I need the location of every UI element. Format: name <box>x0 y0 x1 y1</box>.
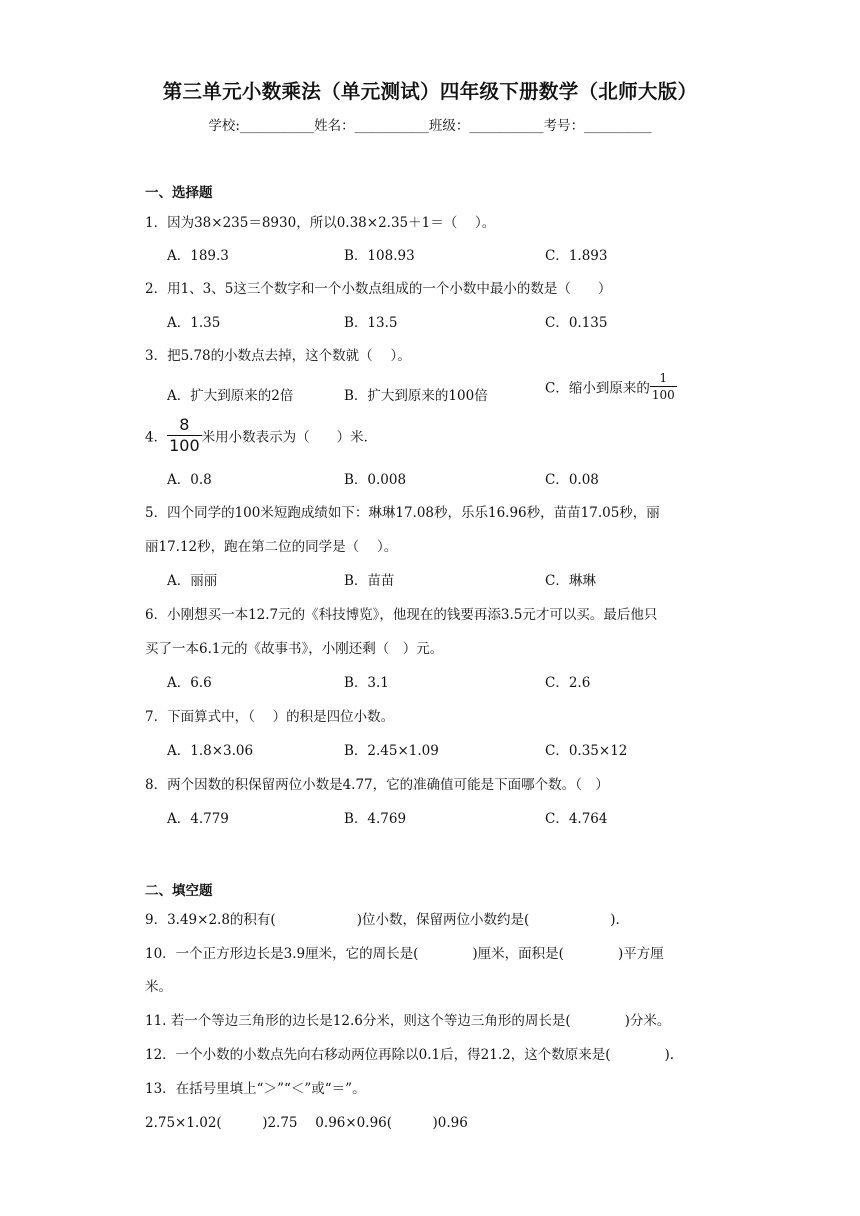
question-7: 7．下面算式中，（ ）的积是四位小数。 <box>145 709 395 725</box>
fraction-numerator: 8 <box>179 415 190 434</box>
question-3: 3．把5.78的小数点去掉，这个数就（ ）。 <box>145 348 411 364</box>
question-8-option-a: A．4.779 <box>167 811 229 827</box>
question-2: 2．用1、3、5这三个数字和一个小数点组成的一个小数中最小的数是（ ） <box>145 281 612 297</box>
question-6-option-a: A．6.6 <box>167 675 212 691</box>
question-6-line-2: 买了一本6.1元的《故事书》，小刚还剩（ ）元。 <box>145 641 444 657</box>
question-5-option-a: A．丽丽 <box>167 573 218 589</box>
question-11: 11. 若一个等边三角形的边长是12.6分米，则这个等边三角形的周长是( )分米。 <box>145 1013 671 1029</box>
student-info-line: 学校:___________姓名：___________班级：___________考号：__________ <box>208 118 652 134</box>
question-6-option-c: C．2.6 <box>545 675 591 691</box>
question-8-option-c: C．4.764 <box>545 811 608 827</box>
fraction-eight-hundredths <box>167 417 202 454</box>
fraction-denominator: 100 <box>651 388 675 402</box>
question-4-text: 米用小数表示为（ ）米． <box>201 429 378 446</box>
question-6-line-1: 6．小刚想买一本12.7元的《科技博览》，他现在的钱要再添3.5元才可以买。最后他只 <box>145 607 658 623</box>
fraction-one-hundredth <box>650 372 677 401</box>
question-1-option-b: B．108.93 <box>344 248 415 264</box>
question-5-option-b: B．苗苗 <box>344 573 395 589</box>
question-3-option-c <box>545 372 677 401</box>
question-8: 8．两个因数的积保留两位小数是4.77，它的准确值可能是下面哪个数。（ ） <box>145 777 609 793</box>
question-7-option-c: C．0.35×12 <box>545 743 628 759</box>
question-13-comparisons: 2.75×1.02( )2.75 0.96×0.96( )0.96 <box>145 1115 468 1131</box>
question-10-line-1: 10．一个正方形边长是3.9厘米，它的周长是( )厘米，面积是( )平方厘 <box>145 946 664 962</box>
question-4 <box>145 417 377 454</box>
question-6-option-b: B．3.1 <box>344 675 389 691</box>
question-2-option-c: C．0.135 <box>545 315 608 331</box>
section-heading-fill-blank: 二、填空题 <box>145 883 213 899</box>
question-5-option-c: C．琳琳 <box>545 573 596 589</box>
question-4-option-c: C．0.08 <box>545 472 599 488</box>
question-5-line-2: 丽17.12秒，跑在第二位的同学是（ ）。 <box>145 539 398 555</box>
question-2-option-b: B．13.5 <box>344 315 398 331</box>
question-10-line-2: 米。 <box>145 979 172 995</box>
question-4-option-a: A．0.8 <box>167 472 212 488</box>
fraction-numerator: 1 <box>659 371 668 385</box>
question-1: 1．因为38×235＝8930，所以0.38×2.35＋1＝（ ）。 <box>145 215 496 231</box>
page-title: 第三单元小数乘法（单元测试）四年级下册数学（北师大版） <box>162 80 698 103</box>
question-7-option-b: B．2.45×1.09 <box>344 743 439 759</box>
section-heading-choice: 一、选择题 <box>145 185 213 201</box>
question-2-option-a: A．1.35 <box>167 315 221 331</box>
question-9: 9．3.49×2.8的积有( )位小数，保留两位小数约是( ). <box>145 912 620 928</box>
question-7-option-a: A．1.8×3.06 <box>167 743 254 759</box>
question-1-option-c: C．1.893 <box>545 248 608 264</box>
question-4-option-b: B．0.008 <box>344 472 407 488</box>
question-3-option-c-text: C．缩小到原来的 <box>545 380 650 397</box>
question-8-option-b: B．4.769 <box>344 811 407 827</box>
question-12: 12．一个小数的小数点先向右移动两位再除以0.1后，得21.2，这个数原来是( ). <box>145 1047 675 1063</box>
fraction-denominator: 100 <box>169 436 200 455</box>
question-3-option-b: B．扩大到原来的100倍 <box>344 388 488 404</box>
question-1-option-a: A．189.3 <box>167 248 229 264</box>
question-4-number: 4． <box>145 429 168 446</box>
question-13: 13．在括号里填上“＞”“＜”或“＝”。 <box>145 1081 366 1097</box>
question-3-option-a: A．扩大到原来的2倍 <box>167 388 294 404</box>
question-5-line-1: 5．四个同学的100米短跑成绩如下：琳琳17.08秒，乐乐16.96秒，苗苗17.05秒，丽 <box>145 505 660 521</box>
